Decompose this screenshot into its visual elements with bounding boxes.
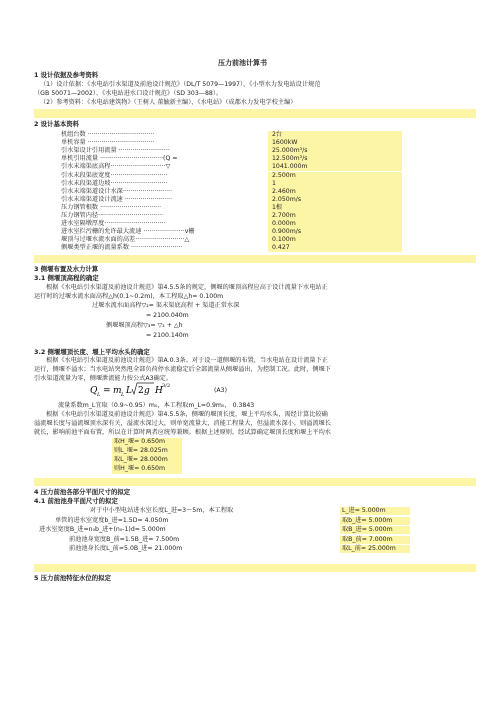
param-value: 12.500m³/s bbox=[272, 155, 308, 163]
param-value-highlight bbox=[268, 131, 402, 139]
formula-2: 侧堰堰顶高程▽₃= ▽₂ + △h bbox=[106, 322, 183, 329]
param-label: 引水末端渠道设计水深························· bbox=[61, 187, 173, 195]
section-4-heading: 4 压力前池各部分平面尺寸的拟定 bbox=[34, 488, 131, 496]
s3-p2b: 运行，侧堰不溢水；当水电站突然甩全部负荷停水流稳定后全部流量从侧堰溢出，为控制工况。此时，侧堰下 bbox=[34, 366, 331, 373]
s3-p3a: 流量系数m_L宜取（0.9~0.95）m₀，本工程取m_L=0.9m₀， 0.3843 bbox=[58, 402, 255, 409]
svg-text:m: m bbox=[113, 386, 122, 396]
param-label: 机组台数 ·································· bbox=[61, 131, 155, 138]
formula-2-value: = 2100.140m bbox=[146, 332, 189, 339]
highlight-band bbox=[34, 255, 476, 263]
param-label: 引水渠设计引用流量 ·························· bbox=[61, 147, 170, 155]
param-label: 堰顶与过堰水流水面的高差·························△ bbox=[61, 236, 190, 244]
s3-p3d: 就长，影响前池平面布置，所以在计算时两者应统筹兼顾。根据上述原则，经试算确定堰顶长度和堰上平均水 bbox=[34, 429, 331, 436]
param-label: 单机引用流量 ································(Q = bbox=[61, 155, 178, 163]
highlight-band bbox=[34, 564, 476, 572]
param-label: 引水末段渠底宽度····························· bbox=[61, 171, 168, 179]
svg-text:L: L bbox=[126, 386, 132, 396]
result-4: 则H_堰= 0.650m bbox=[114, 465, 166, 472]
subsection-3-1: 3.1 侧堰顶高程的确定 bbox=[34, 274, 99, 282]
s3-p2a: 根据《水电站引水渠道及前池设计规范》第A.0.3条。对于设一道侧堰的布置，当水电站在设计流量下正 bbox=[46, 357, 328, 364]
highlight-band bbox=[34, 109, 476, 118]
section-1-heading: 1 设计依据及参考资料 bbox=[34, 71, 99, 79]
dimension-calc: 前池池身宽度B_前=1.5B_进= 7.500m bbox=[69, 535, 180, 543]
dimension-adopted: L_进= 5.000m bbox=[342, 507, 386, 514]
param-value: 0.427 bbox=[272, 244, 290, 252]
param-value: 2.460m bbox=[272, 187, 296, 195]
param-label: 进水室隔墩厚度······························· bbox=[61, 220, 166, 228]
param-value-highlight bbox=[268, 180, 402, 188]
svg-text:2: 2 bbox=[138, 386, 144, 396]
param-label: 引水末端渠底高程····························▽ bbox=[61, 163, 171, 171]
subsection-4-1: 4.1 前池池身平面尺寸的拟定 bbox=[34, 497, 118, 505]
svg-text:Q: Q bbox=[90, 386, 98, 396]
param-value: 1 bbox=[272, 179, 276, 187]
svg-text:L: L bbox=[121, 392, 125, 398]
dimension-calc: 单管的进水室宽度b_进=1.5D= 4.050m bbox=[55, 516, 169, 524]
param-value: 1600kW bbox=[272, 139, 298, 147]
param-value: 2.500m bbox=[272, 171, 296, 179]
svg-text:g: g bbox=[144, 386, 150, 396]
param-label: 压力钢管根数 ······························· bbox=[61, 203, 162, 211]
dimension-calc: 前池池身长度L_前=5.0B_进= 21.000m bbox=[69, 545, 183, 552]
dimension-adopted: 取L_前= 25.000m bbox=[342, 545, 396, 552]
section-2-heading: 2 设计基本资料 bbox=[34, 120, 80, 128]
param-label: 引水末段渠道边坡····························· bbox=[61, 179, 168, 187]
formula-a3 bbox=[88, 380, 208, 400]
param-label: 侧堰类型正堰的流量系数 ·························· bbox=[61, 244, 183, 252]
svg-text:H: H bbox=[155, 386, 163, 396]
dimension-adopted: 取b_进= 5.000m bbox=[342, 516, 393, 524]
param-value: 2.050m/s bbox=[272, 195, 302, 203]
highlight-band bbox=[34, 478, 476, 486]
formula-1-value: = 2100.040m bbox=[146, 312, 189, 319]
svg-text:3/2: 3/2 bbox=[162, 383, 171, 389]
s3-p3c: 溢流堰长度与溢流堰顶水深有关，溢流水深过大，则单宽流量大，消能工程量大，但溢流水深小，则溢流堰长 bbox=[34, 420, 331, 427]
svg-text:L: L bbox=[97, 392, 101, 398]
param-value: 0.900m/s bbox=[272, 228, 302, 236]
param-value-highlight bbox=[268, 204, 402, 212]
dimension-calc: 对于中小型电站进水室长度L_进=3～5m，本工程取 bbox=[90, 507, 234, 514]
dimension-calc: 进水室宽度B_进=n₀b_进+(n₀-1)d= 5.000m bbox=[39, 526, 166, 533]
page-title: 压力前池计算书 bbox=[218, 59, 267, 67]
section-3-heading: 3 侧堰布置及水力计算 bbox=[34, 265, 99, 273]
param-value: 1根 bbox=[272, 203, 283, 211]
param-label: 单机容量 ·································· bbox=[61, 139, 155, 147]
result-2: 则L_堰= 28.025m bbox=[114, 447, 168, 454]
s1-line3: （2）参考资料：《水电站建筑物》（王树人 董毓新主编）、《水电站》（成都水力发电学校主编） bbox=[40, 99, 297, 106]
s3-p2c: 引水渠道流量为零，侧堰泄流能力按公式A3确定。 bbox=[34, 375, 173, 382]
s3-p1a: 根据《水电站引水渠道及前池设计规范》第4.5.5条的规定，侧堰的堰顶高程应高于设计流量下水电站正 bbox=[46, 284, 328, 291]
s3-p1b: 运行时的过堰水流水面高程△h(0.1~0.2m)，本工程取△h= 0.100m bbox=[34, 293, 224, 300]
param-value: 25.000m³/s bbox=[272, 147, 308, 155]
s1-line2: （GB 50071—2002）、《水电站进水口设计规范》（SD 303—88）。 bbox=[34, 90, 223, 97]
param-label: 压力钢管内径································· bbox=[61, 212, 164, 219]
result-3: 取L_堰= 28.000m bbox=[114, 456, 168, 463]
s3-p3b: 根据《水电站引水渠道及前池设计规范》第4.5.5条，侧堰的堰顶长度，堰上平均水头，需经计算比较确 bbox=[46, 411, 328, 418]
param-value: 0.000m bbox=[272, 220, 296, 228]
param-value: 2台 bbox=[272, 131, 283, 138]
param-value: 1041.000m bbox=[272, 163, 308, 171]
dimension-adopted: 取B_进= 5.000m bbox=[342, 526, 393, 533]
svg-text:=: = bbox=[103, 386, 111, 396]
section-5-heading: 5 压力前池特征水位的拟定 bbox=[34, 574, 111, 582]
s1-line1: （1）设计依据：《水电站引水渠道及前池设计规范》（DL/T 5079—1997）、《小型水力发电站设计规范 bbox=[40, 81, 321, 88]
param-label: 引水末端渠道设计流速 ························ bbox=[61, 195, 173, 203]
result-1: 取H_堰= 0.650m bbox=[114, 438, 166, 445]
formula-tag: (A3) bbox=[214, 387, 227, 394]
subsection-3-2: 3.2 侧堰堰顶长度、堰上平均水头的确定 bbox=[34, 348, 150, 356]
param-value: 2.700m bbox=[272, 212, 296, 219]
dimension-adopted: 取B_前= 7.000m bbox=[342, 535, 393, 543]
param-label: 进水室拦污栅的允许最大流速 ·····················v栅 bbox=[61, 228, 195, 236]
param-value: 0.100m bbox=[272, 236, 296, 244]
formula-1: 过堰水流水面高程▽₂= 渠末渠底高程 + 渠道正常水深 bbox=[92, 302, 240, 309]
